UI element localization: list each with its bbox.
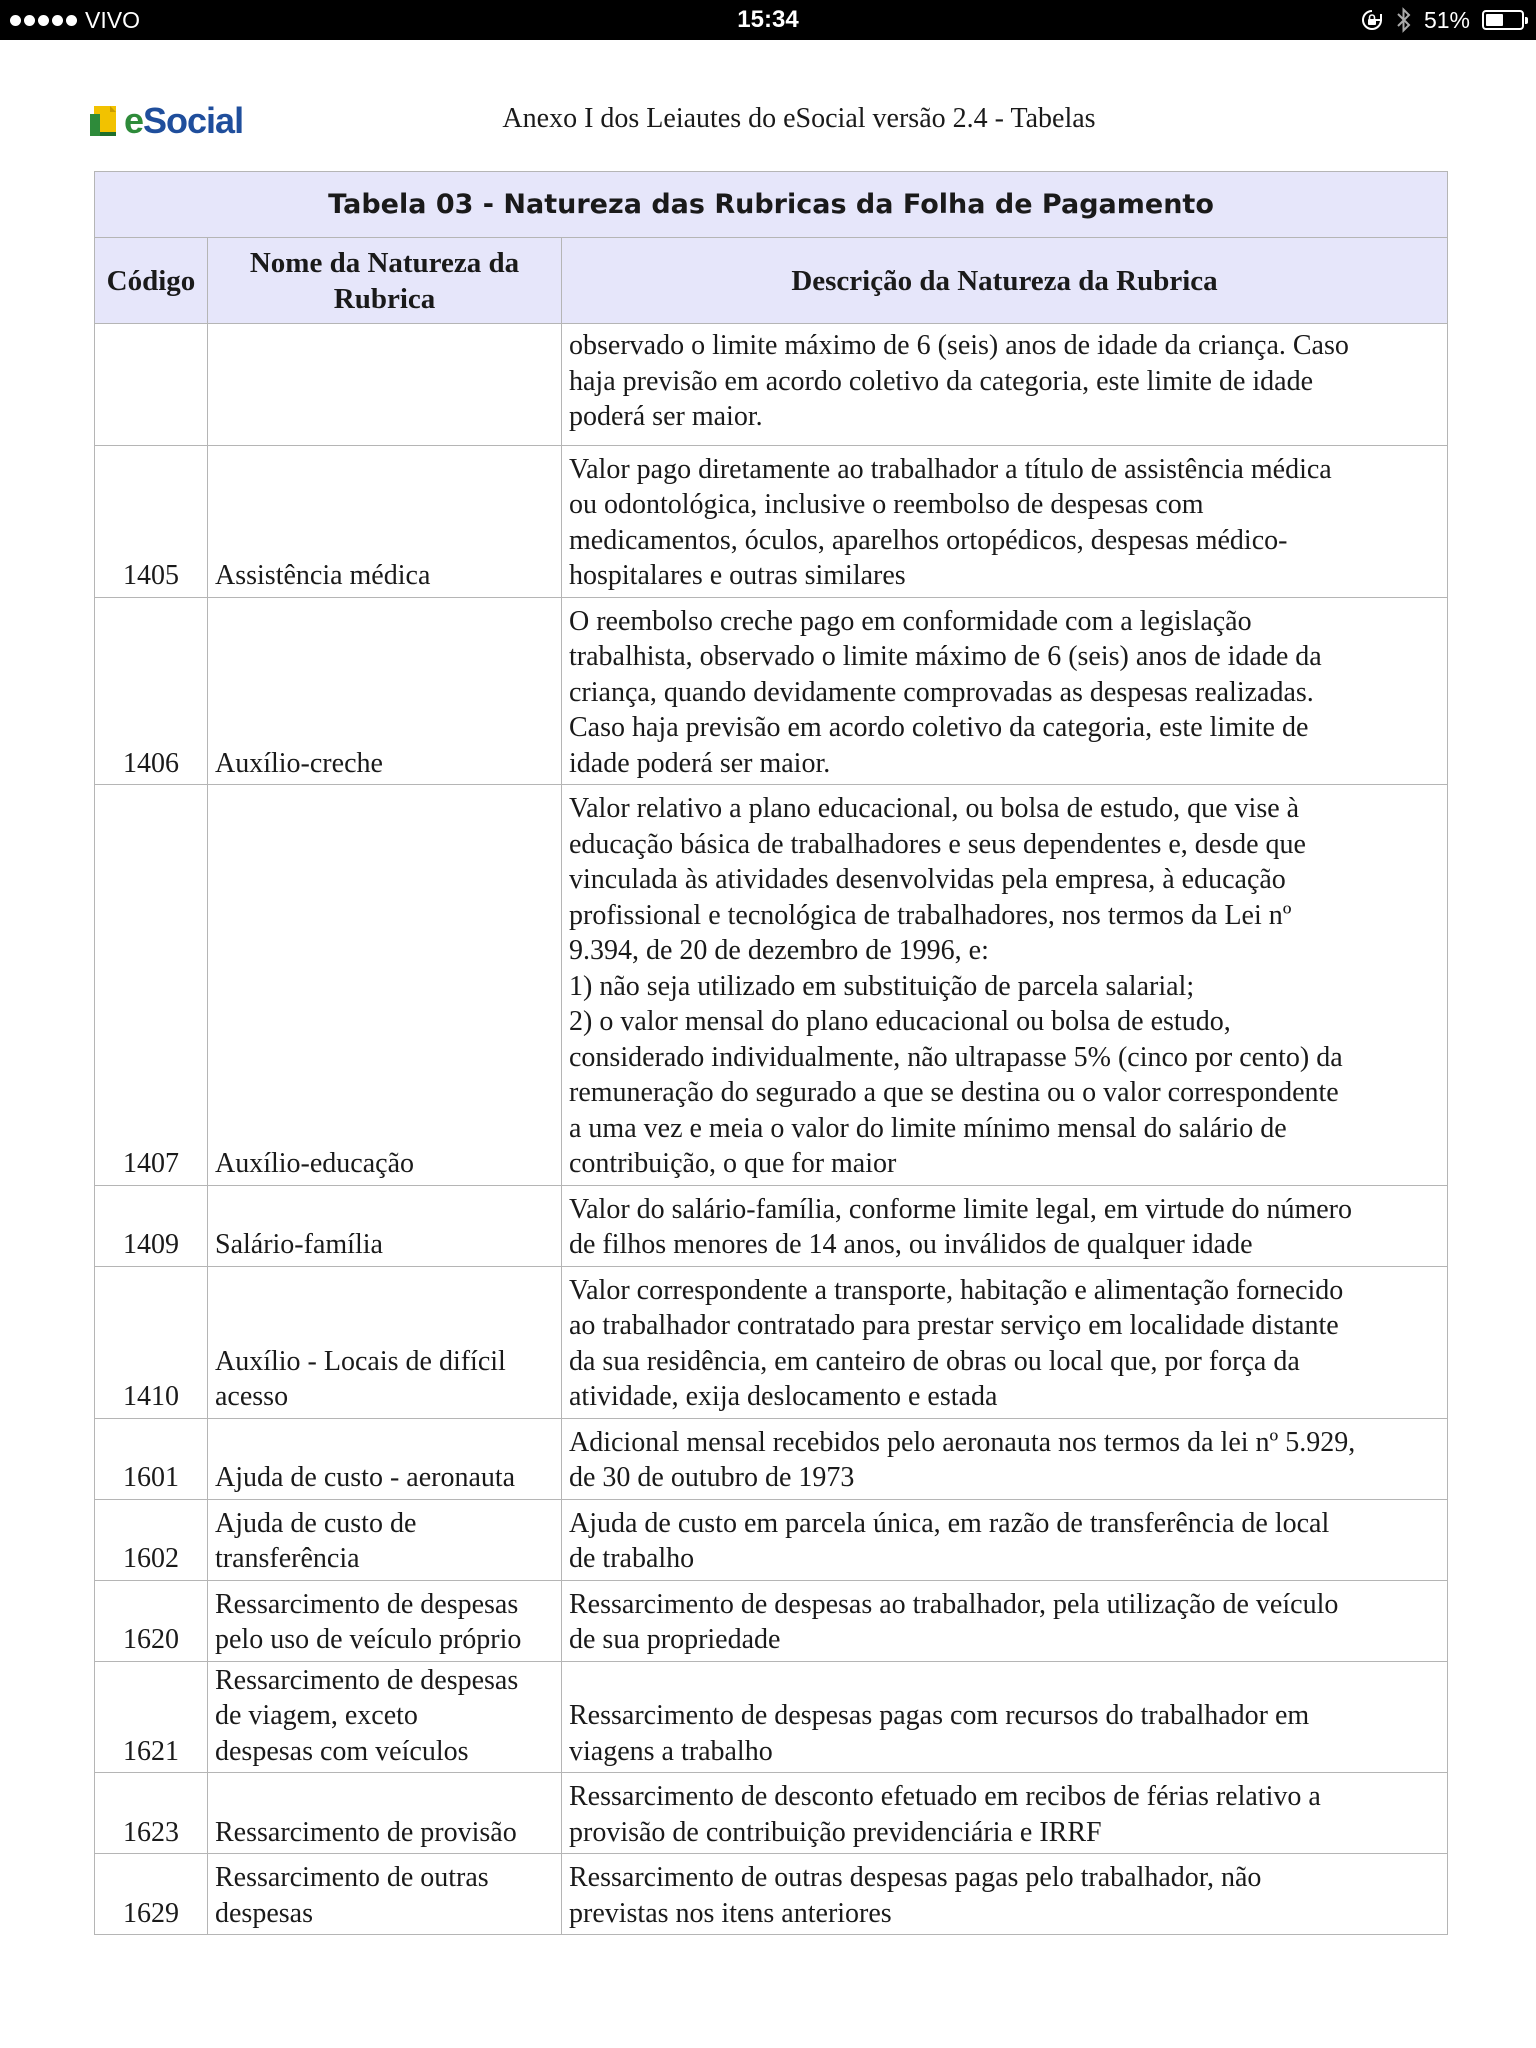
description-line: remuneração do segurado a que se destina ou o valor correspondente [569, 1077, 1339, 1108]
cell-code: 1410 [95, 1266, 208, 1418]
cell-code: 1409 [95, 1185, 208, 1266]
table-row [95, 445, 1448, 597]
name-line: Ressarcimento de provisão [215, 1816, 517, 1848]
status-bar-left [10, 0, 140, 40]
description-line: poderá ser maior. [569, 401, 763, 432]
description-line: Ressarcimento de outras despesas pagas pelo trabalhador, não [569, 1862, 1262, 1893]
name-line: Salário-família [215, 1229, 383, 1260]
table-row [95, 1499, 1448, 1580]
name-line: Ajuda de custo de [215, 1507, 417, 1539]
cell-description [562, 1266, 1448, 1418]
table-row [95, 1661, 1448, 1773]
cell-description [562, 1185, 1448, 1266]
cell-code: 1601 [95, 1418, 208, 1499]
name-line: despesas com veículos [215, 1735, 469, 1767]
description-line: hospitalares e outras similares [569, 560, 906, 591]
name-line: transferência [215, 1543, 360, 1574]
table-row [95, 1418, 1448, 1499]
description-line: Ressarcimento de despesas ao trabalhador, pela utilização de veículo [569, 1588, 1339, 1620]
description-line: a uma vez e meia o valor do limite mínimo mensal do salário de [569, 1112, 1287, 1144]
description-line: 2) o valor mensal do plano educacional ou bolsa de estudo, [569, 1006, 1231, 1037]
description-line: de trabalho [569, 1543, 695, 1574]
table-title: Tabela 03 - Natureza das Rubricas da Folha de Pagamento [95, 172, 1448, 238]
description-line: Ajuda de custo em parcela única, em razão de transferência de local [569, 1507, 1330, 1539]
name-line: despesas [215, 1897, 313, 1929]
cell-name [208, 785, 562, 1186]
battery-percent: 51% [1423, 6, 1470, 33]
cell-code [95, 324, 208, 446]
description-line: trabalhista, observado o limite máximo de 6 (seis) anos de idade da [569, 641, 1322, 672]
cell-name [208, 1499, 562, 1580]
description-line: Valor do salário-família, conforme limite legal, em virtude do número [569, 1193, 1352, 1225]
signal-dots-icon [10, 15, 77, 26]
description-line: provisão de contribuição previdenciária e IRRF [569, 1816, 1102, 1848]
description-line: educação básica de trabalhadores e seus dependentes e, desde que [569, 828, 1306, 860]
description-line: viagens a trabalho [569, 1735, 773, 1767]
description-line: vinculada às atividades desenvolvidas pela empresa, à educação [569, 864, 1286, 895]
name-line: Ajuda de custo - aeronauta [215, 1462, 516, 1493]
cell-name [208, 1580, 562, 1661]
header-name: Nome da Natureza da Rubrica [208, 238, 562, 324]
cell-code: 1620 [95, 1580, 208, 1661]
table-title-row [95, 172, 1448, 238]
name-line: Auxílio - Locais de difícil [215, 1345, 506, 1377]
cell-code: 1406 [95, 597, 208, 785]
cell-name [208, 1661, 562, 1773]
cell-name [208, 1266, 562, 1418]
table-row [95, 324, 1448, 446]
cell-name [208, 324, 562, 446]
description-line: de filhos menores de 14 anos, ou inválidos de qualquer idade [569, 1229, 1253, 1260]
description-line: 1) não seja utilizado em substituição de parcela salarial; [569, 970, 1195, 1002]
table-row [95, 1854, 1448, 1935]
cell-name [208, 1773, 562, 1854]
cell-description [562, 1418, 1448, 1499]
carrier-name: VIVO [85, 6, 140, 33]
cell-description [562, 1580, 1448, 1661]
cell-name [208, 445, 562, 597]
table-row [95, 785, 1448, 1186]
name-line: pelo uso de veículo próprio [215, 1624, 522, 1655]
description-line: Valor relativo a plano educacional, ou bolsa de estudo, que vise à [569, 793, 1300, 824]
name-line: de viagem, exceto [215, 1700, 418, 1731]
cell-code: 1407 [95, 785, 208, 1186]
status-bar [0, 0, 1536, 40]
cell-description [562, 1661, 1448, 1773]
cell-name [208, 1854, 562, 1935]
description-line: de 30 de outubro de 1973 [569, 1462, 855, 1493]
battery-level-fill [1486, 14, 1503, 26]
cell-description [562, 1499, 1448, 1580]
description-line: criança, quando devidamente comprovadas as despesas realizadas. [569, 676, 1314, 708]
header-description: Descrição da Natureza da Rubrica [562, 238, 1448, 324]
description-line: Valor pago diretamente ao trabalhador a título de assistência médica [569, 453, 1332, 485]
description-line: contribuição, o que for maior [569, 1148, 897, 1179]
name-line: Ressarcimento de outras [215, 1862, 489, 1893]
battery-icon [1482, 10, 1524, 30]
cell-description [562, 597, 1448, 785]
cell-description [562, 785, 1448, 1186]
name-line: Auxílio-educação [215, 1148, 415, 1179]
description-line: profissional e tecnológica de trabalhadores, nos termos da Lei nº [569, 899, 1292, 931]
bluetooth-icon [1396, 7, 1412, 33]
description-line: O reembolso creche pago em conformidade com a legislação [569, 605, 1252, 637]
table-body [95, 324, 1448, 1935]
rubricas-table [94, 171, 1448, 1935]
cell-description [562, 324, 1448, 446]
description-line: 9.394, de 20 de dezembro de 1996, e: [569, 935, 989, 966]
cell-code: 1621 [95, 1661, 208, 1773]
name-line: Assistência médica [215, 560, 431, 591]
description-line: ou odontológica, inclusive o reembolso de despesas com [569, 489, 1204, 520]
description-line: haja previsão em acordo coletivo da categoria, este limite de idade [569, 365, 1314, 397]
description-line: de sua propriedade [569, 1624, 781, 1655]
description-line: atividade, exija deslocamento e estada [569, 1381, 998, 1412]
status-time: 15:34 [737, 6, 799, 33]
table-row [95, 597, 1448, 785]
cell-code: 1623 [95, 1773, 208, 1854]
cell-description [562, 1773, 1448, 1854]
description-line: Valor correspondente a transporte, habitação e alimentação fornecido [569, 1274, 1344, 1306]
description-line: previstas nos itens anteriores [569, 1897, 892, 1929]
description-line: considerado individualmente, não ultrapasse 5% (cinco por cento) da [569, 1041, 1343, 1073]
description-line: Ressarcimento de desconto efetuado em recibos de férias relativo a [569, 1781, 1321, 1812]
cell-code: 1629 [95, 1854, 208, 1935]
lock-rotation-icon [1360, 8, 1384, 32]
description-line: ao trabalhador contratado para prestar serviço em localidade distante [569, 1310, 1339, 1341]
description-line: da sua residência, em canteiro de obras ou local que, por força da [569, 1345, 1300, 1377]
description-line: medicamentos, óculos, aparelhos ortopédicos, despesas médico- [569, 524, 1288, 556]
name-line: Ressarcimento de despesas [215, 1664, 519, 1696]
document-title: Anexo I dos Leiautes do eSocial versão 2.4 - Tabelas [502, 103, 1096, 134]
table-row [95, 1773, 1448, 1854]
header-code: Código [95, 238, 208, 324]
cell-description [562, 445, 1448, 597]
name-line: Ressarcimento de despesas [215, 1588, 519, 1620]
description-line: observado o limite máximo de 6 (seis) anos de idade da criança. Caso [569, 330, 1349, 361]
description-line: idade poderá ser maior. [569, 747, 831, 779]
table-row [95, 1266, 1448, 1418]
name-line: acesso [215, 1381, 289, 1412]
table-row [95, 1580, 1448, 1661]
name-line: Auxílio-creche [215, 747, 383, 779]
table-row [95, 1185, 1448, 1266]
cell-code: 1602 [95, 1499, 208, 1580]
description-line: Adicional mensal recebidos pelo aeronauta nos termos da lei nº 5.929, [569, 1426, 1356, 1458]
status-bar-right [1360, 0, 1524, 40]
cell-name [208, 597, 562, 785]
logo-letter-e: e [124, 100, 144, 141]
description-line: Ressarcimento de despesas pagas com recursos do trabalhador em [569, 1700, 1310, 1731]
cell-name [208, 1185, 562, 1266]
cell-name [208, 1418, 562, 1499]
logo-letters-social: Social [143, 100, 244, 141]
cell-code: 1405 [95, 445, 208, 597]
description-line: Caso haja previsão em acordo coletivo da categoria, este limite de [569, 712, 1309, 743]
table-header-row [95, 238, 1448, 324]
cell-description [562, 1854, 1448, 1935]
